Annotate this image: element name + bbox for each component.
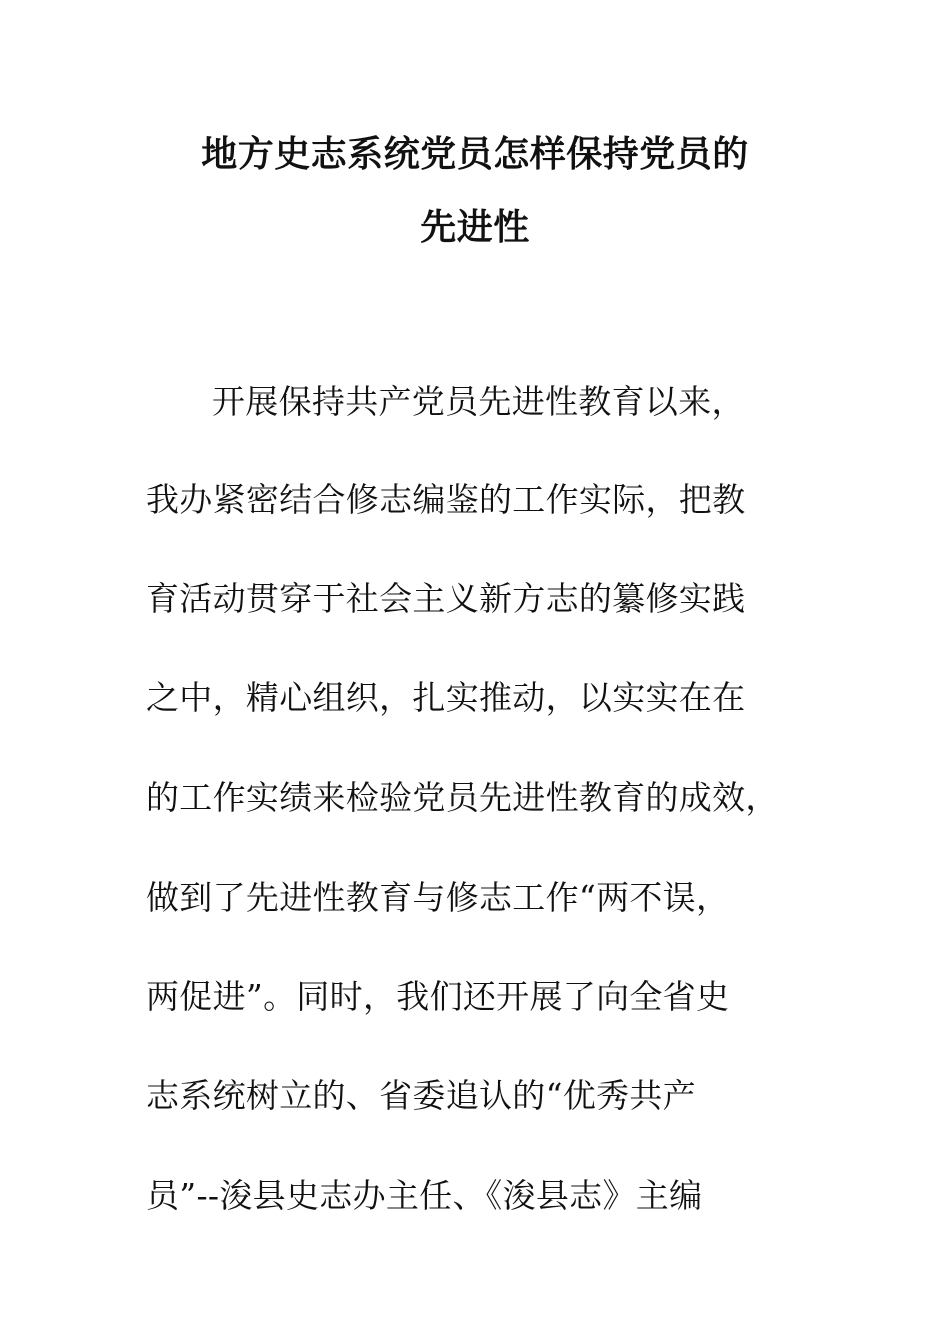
- body-line-8: 志系统树立的、省委追认的“优秀共产: [146, 1076, 696, 1115]
- body-line-3: 育活动贯穿于社会主义新方志的纂修实践: [146, 579, 746, 618]
- body-line-9: 员”--浚县史志办主任、《浚县志》主编: [146, 1176, 703, 1215]
- document-title-line-2: 先进性: [420, 207, 530, 248]
- document-title-line-1: 地方史志系统党员怎样保持党员的: [201, 134, 749, 175]
- body-line-1: 开展保持共产党员先进性教育以来，: [212, 382, 745, 421]
- body-line-7: 两促进”。同时，我们还开展了向全省史: [146, 977, 730, 1016]
- body-line-4: 之中，精心组织，扎实推动，以实实在在: [146, 678, 746, 717]
- body-line-5: 的工作实绩来检验党员先进性教育的成效，: [146, 778, 779, 817]
- body-line-6: 做到了先进性教育与修志工作“两不误，: [146, 878, 730, 917]
- body-line-2: 我办紧密结合修志编鉴的工作实际，把教: [146, 480, 746, 519]
